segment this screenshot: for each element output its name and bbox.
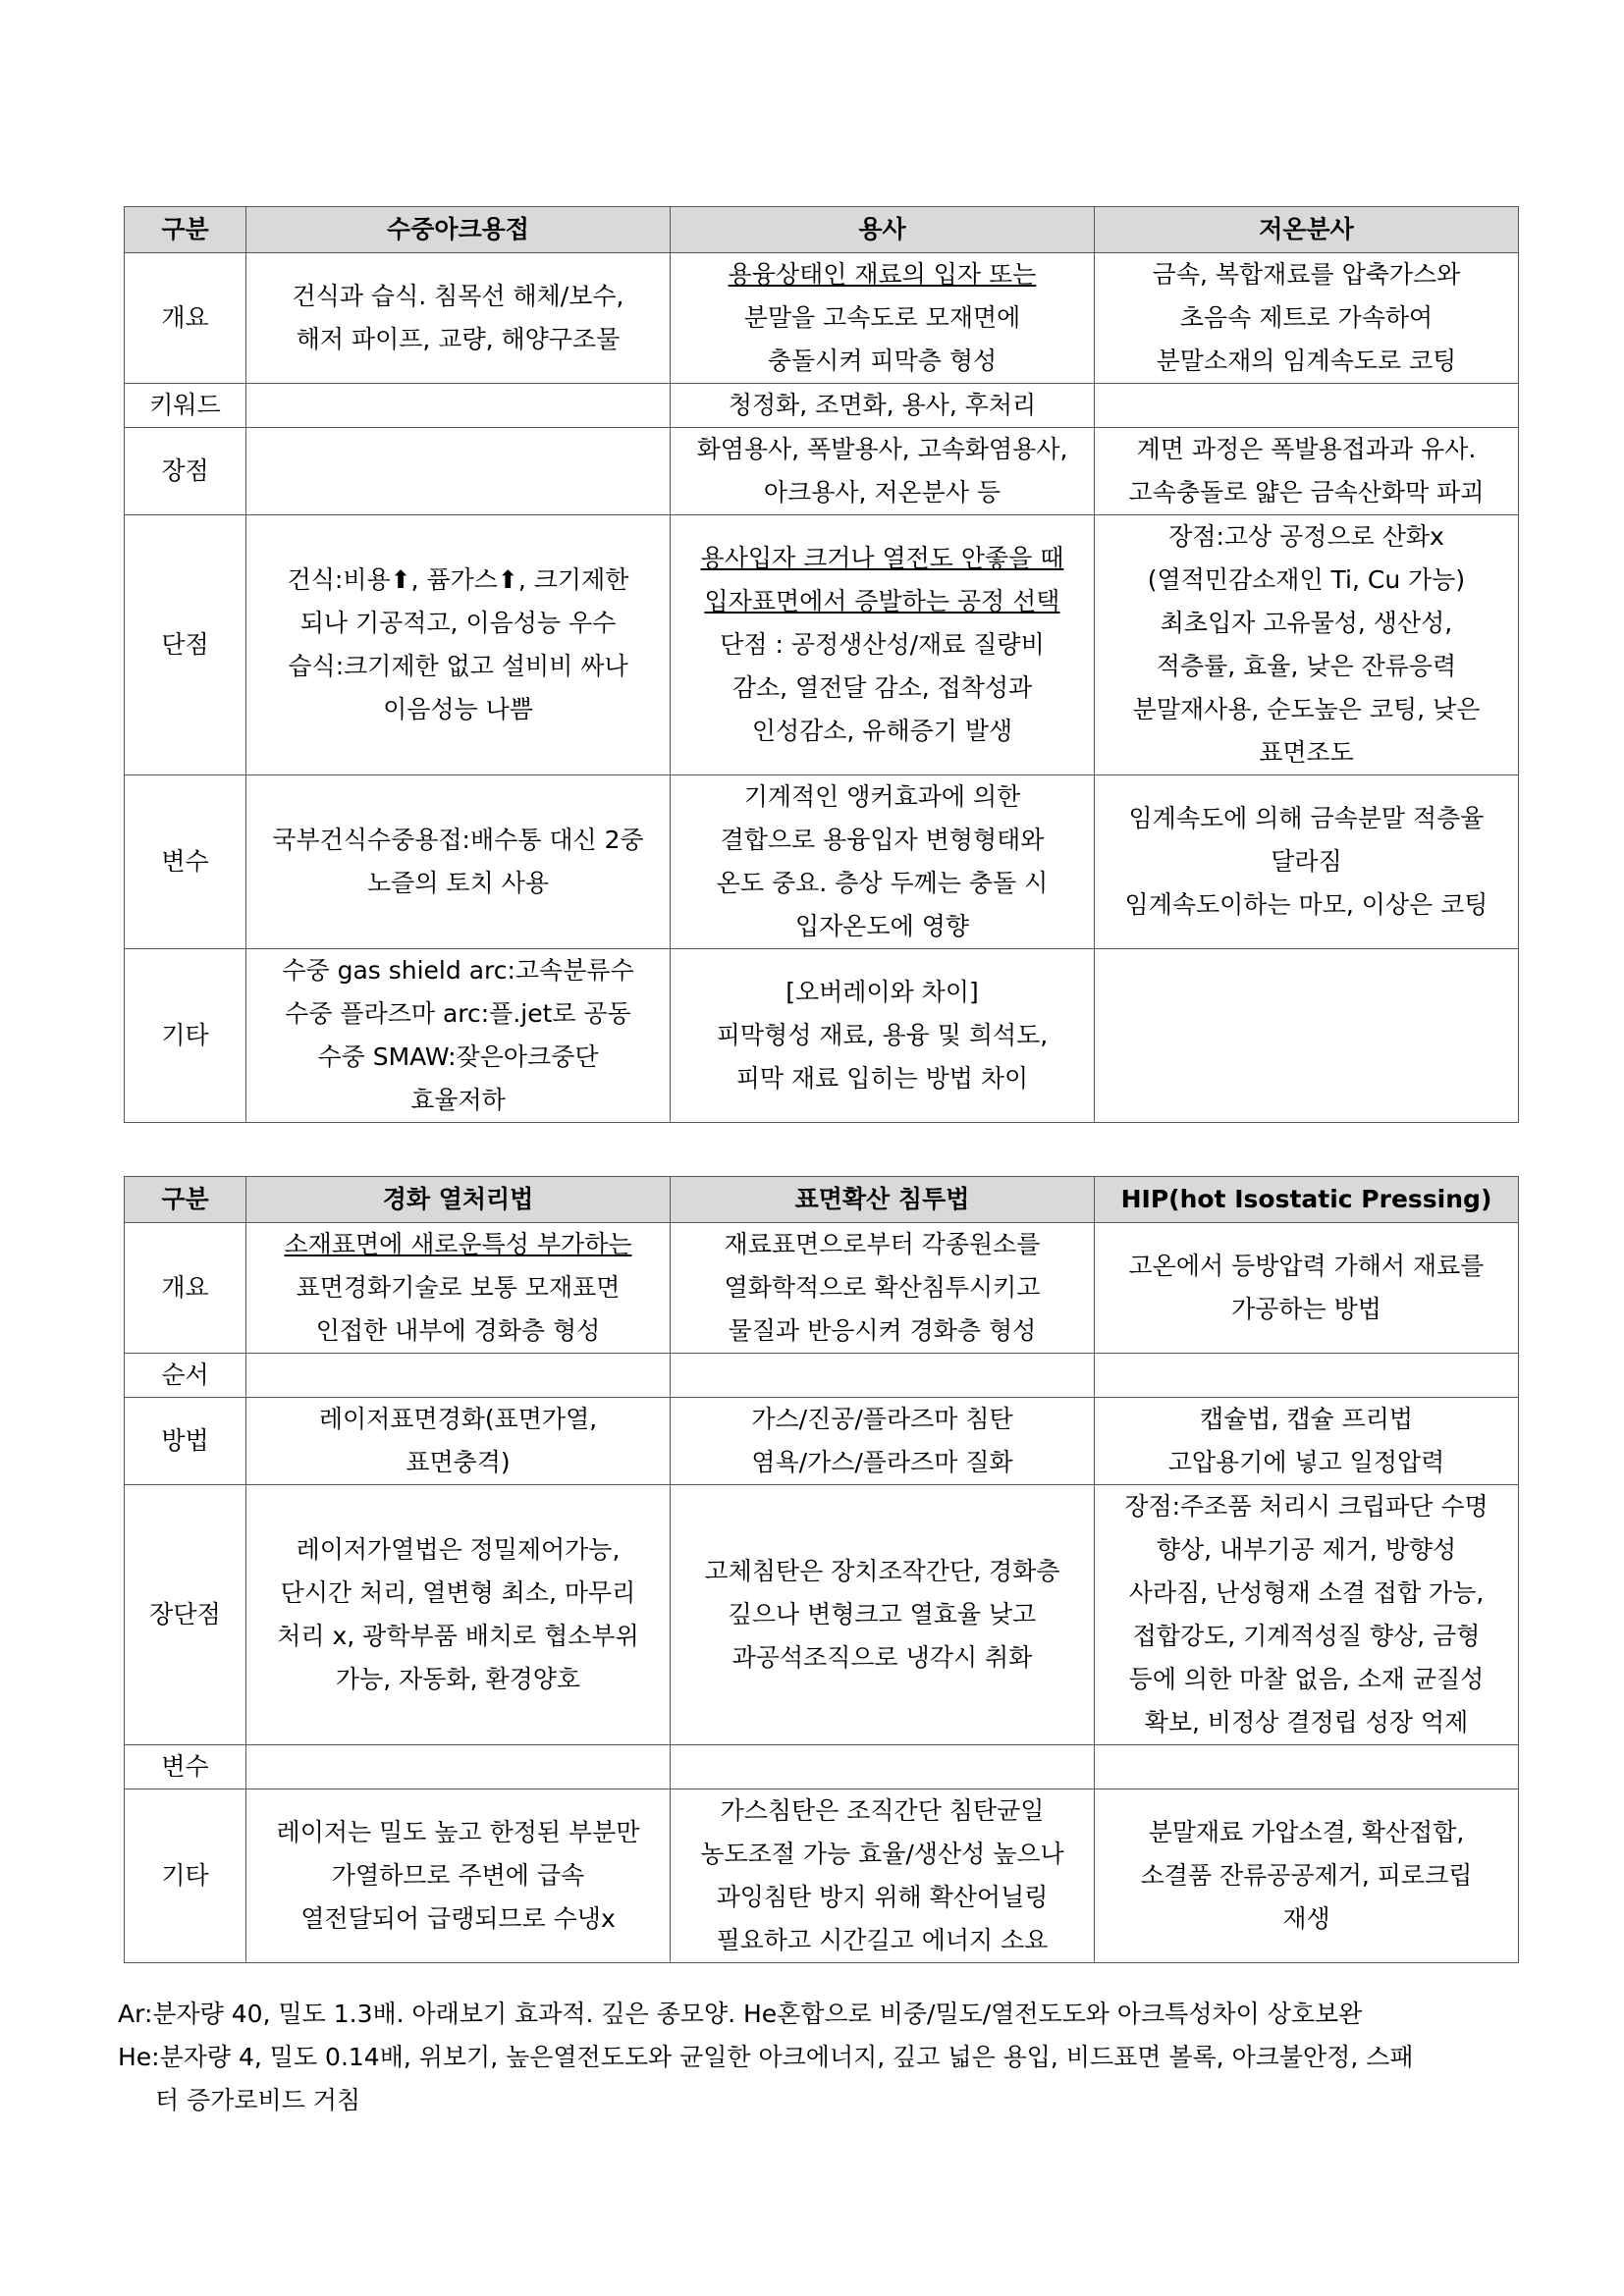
surface-treatment-comparison-table [124,1176,1519,1963]
note-helium-continued: 터 증가로비드 거침 [155,2086,361,2114]
cell-line: 가능, 자동화, 환경양호 [335,1665,581,1693]
table-row [125,1223,1519,1354]
cell-line: 건식:비용⬆, 퓸가스⬆, 크기제한 [287,565,629,594]
cell-line: 금속, 복합재료를 압축가스와 [1152,260,1461,289]
table-cell [1095,775,1519,949]
column-header: 수중아크용접 [246,207,671,253]
cell-line: 가스침탄은 조직간단 침탄균일 [720,1796,1045,1825]
table-cell [671,1354,1095,1398]
row-header: 순서 [125,1354,246,1398]
table-cell [1095,1398,1519,1485]
cell-line: 향상, 내부기공 제거, 방향성 [1156,1535,1457,1564]
table-row [125,384,1519,428]
table-cell [1095,1485,1519,1745]
table-cell [671,775,1095,949]
note-helium: He:분자량 4, 밀도 0.14배, 위보기, 높은열전도도와 균일한 아크에너지, 깊고 넓은 용입, 비드표면 볼록, 아크불안정, 스패 [118,2043,1414,2071]
table-cell [1095,1745,1519,1789]
cell-line: 입자온도에 영향 [795,912,969,940]
cell-line: 사라짐, 난성형재 소결 접합 가능, [1128,1578,1485,1607]
column-header: 표면확산 침투법 [671,1177,1095,1223]
table-cell [246,775,671,949]
cell-line: 고온에서 등방압력 가해서 재료를 [1128,1252,1485,1280]
table-cell [246,428,671,515]
cell-line: 수중 플라즈마 arc:플.jet로 공동 [285,999,631,1028]
cell-line: 장점:주조품 처리시 크립파단 수명 [1124,1492,1489,1521]
cell-line: 초음속 제트로 가속하여 [1179,303,1434,332]
table-cell [1095,1223,1519,1354]
table-cell [1095,384,1519,428]
table-cell [246,1223,671,1354]
row-header: 장단점 [125,1485,246,1745]
cell-line: 국부건식수중용접:배수통 대신 2중 [272,826,644,854]
cell-line: 가열하므로 주변에 급속 [331,1861,585,1890]
table-cell [246,1789,671,1963]
cell-line: 단점 : 공정생산성/재료 질량비 [720,630,1045,659]
cell-line: 재생 [1282,1904,1330,1933]
cell-line: 분말소재의 임계속도로 코팅 [1156,347,1457,375]
table-cell [671,1485,1095,1745]
cell-line: 표면조도 [1259,738,1354,767]
cell-line: 고체침탄은 장치조작간단, 경화층 [704,1557,1060,1585]
column-header: HIP(hot Isostatic Pressing) [1095,1177,1519,1223]
row-header: 변수 [125,775,246,949]
cell-line: 단시간 처리, 열변형 최소, 마무리 [280,1578,636,1607]
table-row [125,253,1519,384]
table-row [125,949,1519,1123]
cell-line: 염욕/가스/플라즈마 질화 [751,1448,1013,1476]
cell-line: 소결품 잔류공공제거, 피로크립 [1140,1861,1473,1890]
cell-line: 온도 중요. 층상 두께는 충돌 시 [716,869,1049,897]
table-cell [671,1398,1095,1485]
cell-line: 효율저하 [410,1086,506,1114]
table-cell [1095,949,1519,1123]
table-cell [671,1223,1095,1354]
row-header: 방법 [125,1398,246,1485]
cell-line: 피막형성 재료, 용융 및 희석도, [716,1021,1049,1049]
table-cell [1095,515,1519,775]
cell-line: 충돌시켜 피막층 형성 [767,347,998,375]
cell-line: 기계적인 앵커효과에 의한 [743,782,1021,811]
table-cell [246,1398,671,1485]
cell-line: 캡슐법, 캡슐 프리법 [1199,1405,1414,1433]
cell-line: 등에 의한 마찰 없음, 소재 균질성 [1128,1665,1485,1693]
cell-line: 적층률, 효율, 낮은 잔류응력 [1156,652,1457,680]
cell-line: 인성감소, 유해증기 발생 [751,717,1013,745]
cell-line: 아크용사, 저온분사 등 [763,478,1001,507]
cell-line: 분말재사용, 순도높은 코팅, 낮은 [1132,695,1481,723]
table-cell [1095,1789,1519,1963]
table-cell [246,1354,671,1398]
cell-line: 분말을 고속도로 모재면에 [743,303,1021,332]
cell-line: 습식:크기제한 없고 설비비 싸나 [288,652,628,680]
cell-line: 장점:고상 공정으로 산화x [1168,522,1444,551]
cell-line: 과잉침탄 방지 위해 확산어닐링 [716,1883,1049,1911]
table-cell [246,1485,671,1745]
cell-line: 인접한 내부에 경화층 형성 [315,1316,601,1345]
table-row [125,1745,1519,1789]
table-cell [246,384,671,428]
table-cell [671,384,1095,428]
cell-line: (열적민감소재인 Ti, Cu 가능) [1147,565,1466,594]
cell-line: 계면 과정은 폭발용접과과 유사. [1136,435,1477,463]
row-header: 개요 [125,253,246,384]
cell-line: 임계속도에 의해 금속분말 적층율 [1128,804,1485,832]
cell-line: 고속충돌로 얇은 금속산화막 파괴 [1128,478,1485,507]
table-row [125,775,1519,949]
cell-line: [오버레이와 차이] [785,978,979,1006]
cell-line: 처리 x, 광학부품 배치로 협소부위 [277,1622,639,1650]
cell-line: 접합강도, 기계적성질 향상, 금형 [1132,1622,1481,1650]
cell-line: 분말재료 가압소결, 확산접합, [1148,1818,1465,1846]
cell-line: 용사입자 크거나 열전도 안좋을 때 [700,544,1064,572]
table-row [125,428,1519,515]
cell-line: 표면경화기술로 보통 모재표면 [296,1273,621,1302]
table-cell [246,515,671,775]
table-cell [1095,1354,1519,1398]
cell-line: 물질과 반응시켜 경화층 형성 [728,1316,1037,1345]
cell-line: 수중 SMAW:잦은아크중단 [317,1042,599,1071]
cell-line: 청정화, 조면화, 용사, 후처리 [728,391,1037,419]
note-argon: Ar:분자량 40, 밀도 1.3배. 아래보기 효과적. 깊은 종모양. He혼합으로 비중/밀도/열전도도와 아크특성차이 상호보완 [118,2000,1363,2028]
cell-line: 감소, 열전달 감소, 접착성과 [731,673,1033,702]
column-header: 저온분사 [1095,207,1519,253]
cell-line: 열화학적으로 확산침투시키고 [724,1273,1041,1302]
row-header: 단점 [125,515,246,775]
cell-line: 되나 기공적고, 이음성능 우수 [299,609,617,637]
cell-line: 수중 gas shield arc:고속분류수 [282,956,634,985]
cell-line: 표면충격) [406,1448,511,1476]
cell-line: 이음성능 나쁨 [383,695,533,723]
cell-line: 노즐의 토치 사용 [367,869,549,897]
row-header: 기타 [125,1789,246,1963]
cell-line: 고압용기에 넣고 일정압력 [1167,1448,1445,1476]
gas-notes [118,1993,1522,2122]
table-row [125,1354,1519,1398]
row-header: 장점 [125,428,246,515]
cell-line: 입자표면에서 증발하는 공정 선택 [704,587,1060,615]
table-cell [671,428,1095,515]
row-header: 키워드 [125,384,246,428]
table-cell [246,949,671,1123]
table-cell [671,949,1095,1123]
table-cell [671,1745,1095,1789]
cell-line: 가공하는 방법 [1231,1295,1381,1323]
cell-line: 농도조절 가능 효율/생산성 높으나 [700,1840,1064,1868]
cell-line: 임계속도이하는 마모, 이상은 코팅 [1124,890,1489,919]
cell-line: 달라짐 [1271,847,1342,876]
cell-line: 건식과 습식. 침목선 해체/보수, [292,282,624,310]
cell-line: 소재표면에 새로운특성 부가하는 [284,1230,632,1258]
cell-line: 결합으로 용융입자 변형형태와 [720,826,1045,854]
cell-line: 화염용사, 폭발용사, 고속화염용사, [696,435,1068,463]
column-header: 구분 [125,207,246,253]
cell-line: 레이저가열법은 정밀제어가능, [296,1535,621,1564]
row-header: 기타 [125,949,246,1123]
spraying-comparison-table [124,206,1519,1123]
column-header: 구분 [125,1177,246,1223]
row-header: 변수 [125,1745,246,1789]
table-header-row [125,207,1519,253]
table-cell [246,253,671,384]
cell-line: 재료표면으로부터 각종원소를 [724,1230,1041,1258]
column-header: 용사 [671,207,1095,253]
row-header: 개요 [125,1223,246,1354]
cell-line: 필요하고 시간길고 에너지 소요 [716,1926,1049,1954]
table-cell [246,1745,671,1789]
table-row [125,1398,1519,1485]
cell-line: 깊으나 변형크고 열효율 낮고 [728,1600,1037,1629]
table-cell [1095,428,1519,515]
cell-line: 가스/진공/플라즈마 침탄 [751,1405,1013,1433]
cell-line: 레이저표면경화(표면가열, [318,1405,598,1433]
table-cell [671,253,1095,384]
column-header: 경화 열처리법 [246,1177,671,1223]
table-row [125,515,1519,775]
cell-line: 열전달되어 급랭되므로 수냉x [300,1904,616,1933]
cell-line: 레이저는 밀도 높고 한정된 부분만 [276,1818,640,1846]
table-row [125,1789,1519,1963]
cell-line: 해저 파이프, 교량, 해양구조물 [296,325,621,353]
table-cell [671,1789,1095,1963]
table-cell [671,515,1095,775]
table-row [125,1485,1519,1745]
table-cell [1095,253,1519,384]
cell-line: 용융상태인 재료의 입자 또는 [728,260,1037,289]
cell-line: 피막 재료 입히는 방법 차이 [735,1064,1029,1093]
cell-line: 과공석조직으로 냉각시 취화 [731,1643,1033,1672]
cell-line: 확보, 비정상 결정립 성장 억제 [1144,1708,1469,1736]
table-header-row [125,1177,1519,1223]
cell-line: 최초입자 고유물성, 생산성, [1160,609,1453,637]
